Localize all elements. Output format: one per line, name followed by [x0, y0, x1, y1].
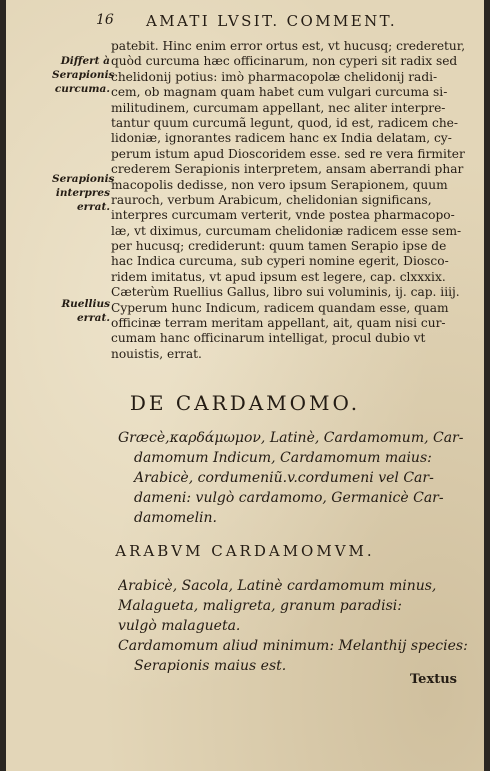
margin-note-ruellius: Ruellius errat. — [61, 298, 110, 324]
cardamomo-names-block — [118, 428, 478, 528]
text-line: rauroch, verbum Arabicum, chelidonian significans, — [111, 192, 432, 207]
text-line: quòd curcuma hæc officinarum, non cyperi sit radix sed — [111, 54, 458, 69]
text-line: Arabicè, cordumeniũ.v.cordumeni vel Car- — [134, 470, 434, 486]
text-line: chelidonij potius: imò pharmacopolæ chelidonij radi- — [111, 69, 438, 84]
text-line: ridem imitatus, vt apud ipsum est legere, cap. clxxxix. — [111, 269, 446, 284]
margin-note-differt: Differt à Serapionis curcuma. — [52, 55, 115, 95]
text-line: officinæ terram meritam appellant, ait, quam nisi cur- — [111, 316, 446, 331]
text-line: Arabicè, Sacola, Latinè cardamomum minus, — [118, 578, 437, 594]
text-line: macopolis dedisse, non vero ipsum Serapionem, quum — [111, 177, 448, 192]
text-line: perum istum apud Dioscoridem esse. sed re vera firmiter — [111, 146, 465, 161]
text-line: Cyperum hunc Indicum, radicem quandam esse, quam — [111, 300, 449, 315]
page-number: 16 — [96, 12, 114, 28]
text-line: damomelin. — [134, 510, 217, 526]
text-line: per hucusq; crediderunt: quum tamen Serapio ipse de — [111, 239, 447, 254]
book-page — [6, 0, 484, 771]
text-line: læ, vt diximus, curcumam chelidoniæ radicem esse sem- — [111, 223, 462, 238]
text-line: damomum Indicum, Cardamomum maius: — [134, 450, 432, 466]
text-line: Cæterùm Ruellius Gallus, libro sui voluminis, ij. cap. iiij. — [111, 285, 460, 300]
text-line: vulgò malagueta. — [118, 618, 241, 634]
text-line: lidoniæ, ignorantes radicem hanc ex India delatam, cy- — [111, 131, 452, 146]
section-heading-arabum: ARABVM CARDAMOMVM. — [115, 542, 375, 560]
text-line: Græcè,καρδάμωμον, Latinè, Cardamomum, Car- — [118, 430, 464, 446]
catchword: Textus — [410, 672, 457, 687]
text-line: hac Indica curcuma, sub cyperi nomine egerit, Diosco- — [111, 254, 449, 269]
margin-note-serapionis: Serapionis interpres errat. — [52, 173, 115, 213]
text-line: cumam hanc officinarum intelligat, procul dubio vt — [111, 331, 426, 346]
text-line: crederem Serapionis interpretem, ansam aberrandi phar — [111, 162, 464, 177]
text-line: dameni: vulgò cardamomo, Germanicè Car- — [134, 490, 444, 506]
text-line: Malagueta, maligreta, granum paradisi: — [118, 598, 402, 614]
arabum-names-block — [118, 576, 478, 676]
section-heading-cardamomo: DE CARDAMOMO. — [129, 391, 361, 415]
running-title: AMATI LVSIT. COMMENT. — [146, 12, 397, 30]
text-line: militudinem, curcumam appellant, nec aliter interpre- — [111, 100, 446, 115]
text-line: cem, ob magnam quam habet cum vulgari curcuma si- — [111, 85, 448, 100]
text-line: patebit. Hinc enim error ortus est, vt hucusq; crederetur, — [111, 39, 465, 53]
text-line: nouistis, errat. — [111, 346, 202, 361]
text-line: tantur quum curcumã legunt, quod, id est, radicem che- — [111, 115, 459, 130]
text-line: interpres curcumam verterit, vnde postea pharmacopo- — [111, 208, 455, 223]
text-line: Serapionis maius est. — [134, 658, 287, 674]
page-header — [6, 12, 484, 34]
text-line: Cardamomum aliud minimum: Melanthij species: — [118, 638, 468, 654]
main-paragraph — [111, 39, 465, 362]
